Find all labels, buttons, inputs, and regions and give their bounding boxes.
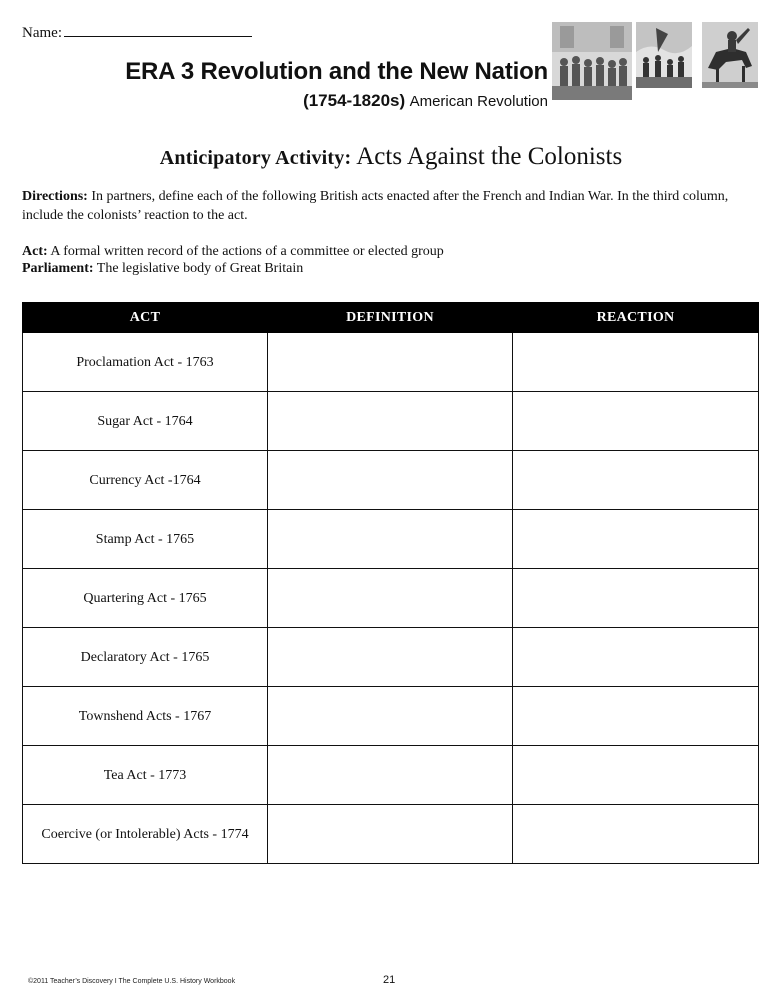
page-number: 21 — [383, 974, 396, 986]
definition-cell[interactable] — [268, 628, 513, 687]
act-name: Currency Act -1764 — [23, 451, 268, 510]
definition-cell[interactable] — [268, 569, 513, 628]
reaction-cell[interactable] — [513, 746, 759, 805]
table-row — [23, 805, 759, 864]
acts-table — [22, 302, 759, 864]
definition-parliament-text: The legislative body of Great Britain — [96, 261, 304, 276]
directions-text: In partners, define each of the following British acts enacted after the French and Indian War. In the third column, include the colonists’ reaction to the act. — [22, 189, 729, 223]
definition-cell[interactable] — [268, 392, 513, 451]
reaction-cell[interactable] — [513, 805, 759, 864]
table-row — [23, 510, 759, 569]
act-name: Tea Act - 1773 — [23, 746, 268, 805]
definitions — [22, 243, 762, 277]
table-row — [23, 746, 759, 805]
historical-painting-battle — [636, 22, 692, 88]
directions — [22, 187, 762, 225]
directions-label: Directions: — [22, 189, 88, 204]
act-name: Proclamation Act - 1763 — [23, 333, 268, 392]
name-line — [22, 22, 252, 42]
header-definition: DEFINITION — [268, 303, 513, 333]
era-title: ERA 3 Revolution and the New Nation — [125, 58, 548, 85]
definition-parliament — [22, 260, 762, 277]
reaction-cell[interactable] — [513, 333, 759, 392]
historical-painting-horseman — [702, 22, 758, 88]
table-row — [23, 451, 759, 510]
header-act: ACT — [23, 303, 268, 333]
definition-cell[interactable] — [268, 805, 513, 864]
definition-act-term: Act: — [22, 244, 48, 259]
name-field[interactable] — [64, 22, 252, 37]
act-name: Stamp Act - 1765 — [23, 510, 268, 569]
act-name: Townshend Acts - 1767 — [23, 687, 268, 746]
era-topic: American Revolution — [409, 93, 548, 110]
table-row — [23, 392, 759, 451]
activity-title-main: Acts Against the Colonists — [356, 143, 623, 170]
header-reaction: REACTION — [513, 303, 759, 333]
table-header-row — [23, 303, 759, 333]
definition-act — [22, 243, 762, 260]
reaction-cell[interactable] — [513, 392, 759, 451]
table-row — [23, 687, 759, 746]
definition-cell[interactable] — [268, 451, 513, 510]
reaction-cell[interactable] — [513, 510, 759, 569]
era-years: (1754-1820s) — [303, 91, 406, 110]
reaction-cell[interactable] — [513, 451, 759, 510]
act-name: Sugar Act - 1764 — [23, 392, 268, 451]
definition-cell[interactable] — [268, 510, 513, 569]
definition-cell[interactable] — [268, 333, 513, 392]
definition-parliament-term: Parliament: — [22, 261, 94, 276]
activity-title — [0, 143, 782, 171]
activity-title-lead: Anticipatory Activity: — [159, 147, 352, 169]
reaction-cell[interactable] — [513, 569, 759, 628]
act-name: Declaratory Act - 1765 — [23, 628, 268, 687]
definition-cell[interactable] — [268, 746, 513, 805]
footer-copyright: ©2011 Teacher’s Discovery I The Complete U.S. History Workbook — [28, 978, 236, 985]
reaction-cell[interactable] — [513, 687, 759, 746]
act-name: Quartering Act - 1765 — [23, 569, 268, 628]
era-subtitle — [40, 91, 548, 111]
definition-cell[interactable] — [268, 687, 513, 746]
definition-act-text: A formal written record of the actions of a committee or elected group — [50, 244, 444, 259]
historical-painting-signing — [552, 22, 632, 100]
table-row — [23, 569, 759, 628]
act-name: Coercive (or Intolerable) Acts - 1774 — [23, 805, 268, 864]
table-row — [23, 628, 759, 687]
name-label: Name: — [22, 25, 62, 41]
reaction-cell[interactable] — [513, 628, 759, 687]
table-row — [23, 333, 759, 392]
